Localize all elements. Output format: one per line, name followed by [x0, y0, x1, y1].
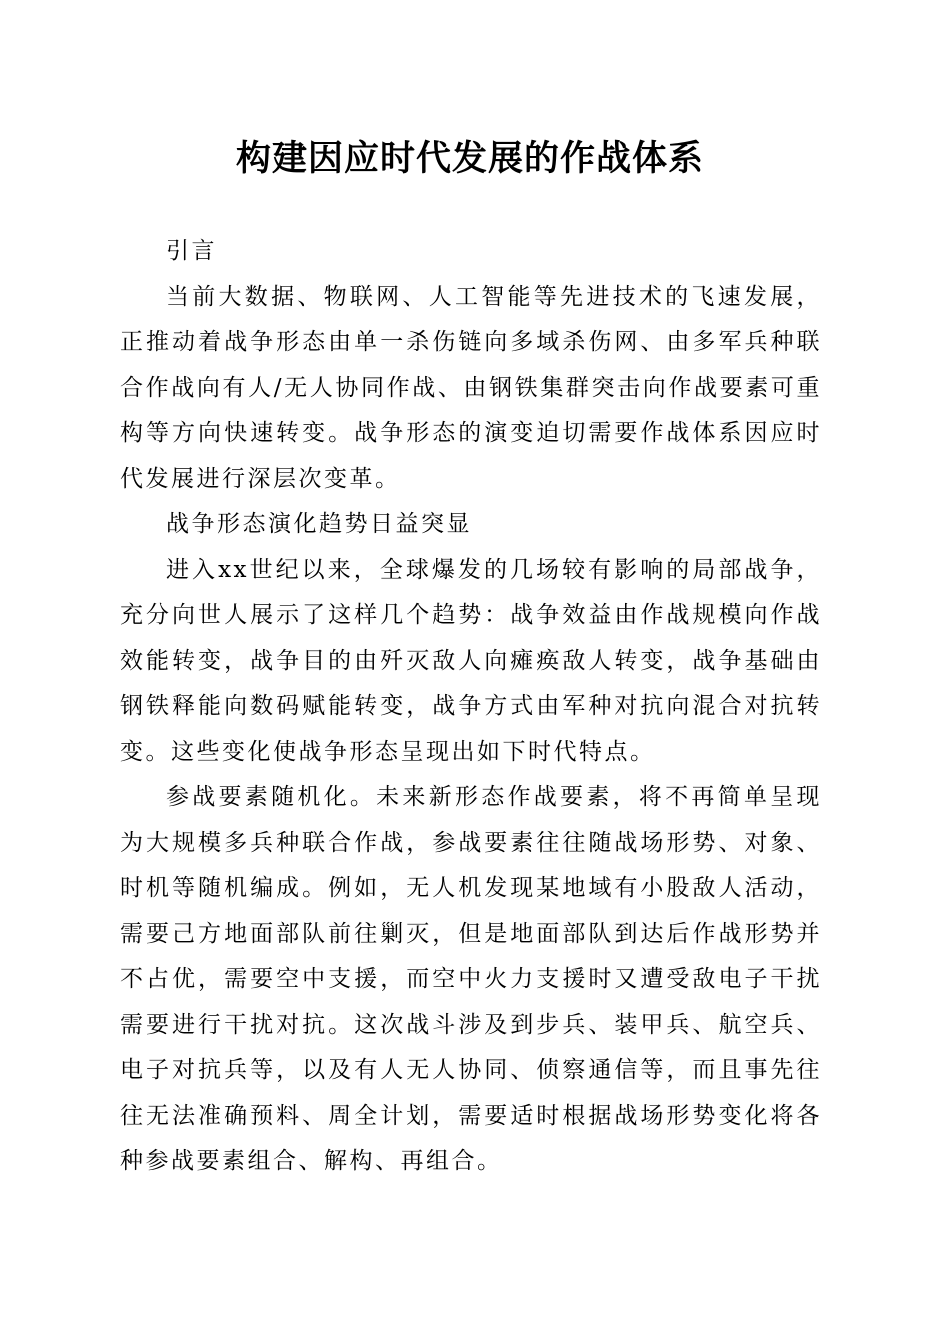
paragraph-trends: 进入xx世纪以来，全球爆发的几场较有影响的局部战争，充分向世人展示了这样几个趋势：战争效益由作战规模向作战效能转变，战争目的由歼灭敌人向瘫痪敌人转变，战争基础由钢铁释能向数码赋能转变，战争方式由军种对抗向混合对抗转变。这些变化使战争形态呈现出如下时代特点。: [120, 556, 822, 765]
paragraph-intro: 当前大数据、物联网、人工智能等先进技术的飞速发展，正推动着战争形态由单一杀伤链向多域杀伤网、由多军兵种联合作战向有人/无人协同作战、由钢铁集群突击向作战要素可重构等方向快速转变。战争形态的演变迫切需要作战体系因应时代发展进行深层次变革。: [120, 283, 822, 492]
paragraph-randomized-elements: 参战要素随机化。未来新形态作战要素，将不再简单呈现为大规模多兵种联合作战，参战要素往往随战场形势、对象、时机等随机编成。例如，无人机发现某地域有小股敌人活动，需要己方地面部队前往剿灭，但是地面部队到达后作战形势并不占优，需要空中支援，而空中火力支援时又遭受敌电子干扰需要进行干扰对抗。这次战斗涉及到步兵、装甲兵、航空兵、电子对抗兵等，以及有人无人协同、侦察通信等，而且事先往往无法准确预料、周全计划，需要适时根据战场形势变化将各种参战要素组合、解构、再组合。: [120, 784, 822, 1174]
paragraph-section-heading: 战争形态演化趋势日益突显: [166, 511, 472, 537]
document-title: 构建因应时代发展的作战体系: [235, 138, 704, 179]
paragraph-intro-heading: 引言: [166, 238, 217, 264]
document-body: [120, 229, 822, 1185]
